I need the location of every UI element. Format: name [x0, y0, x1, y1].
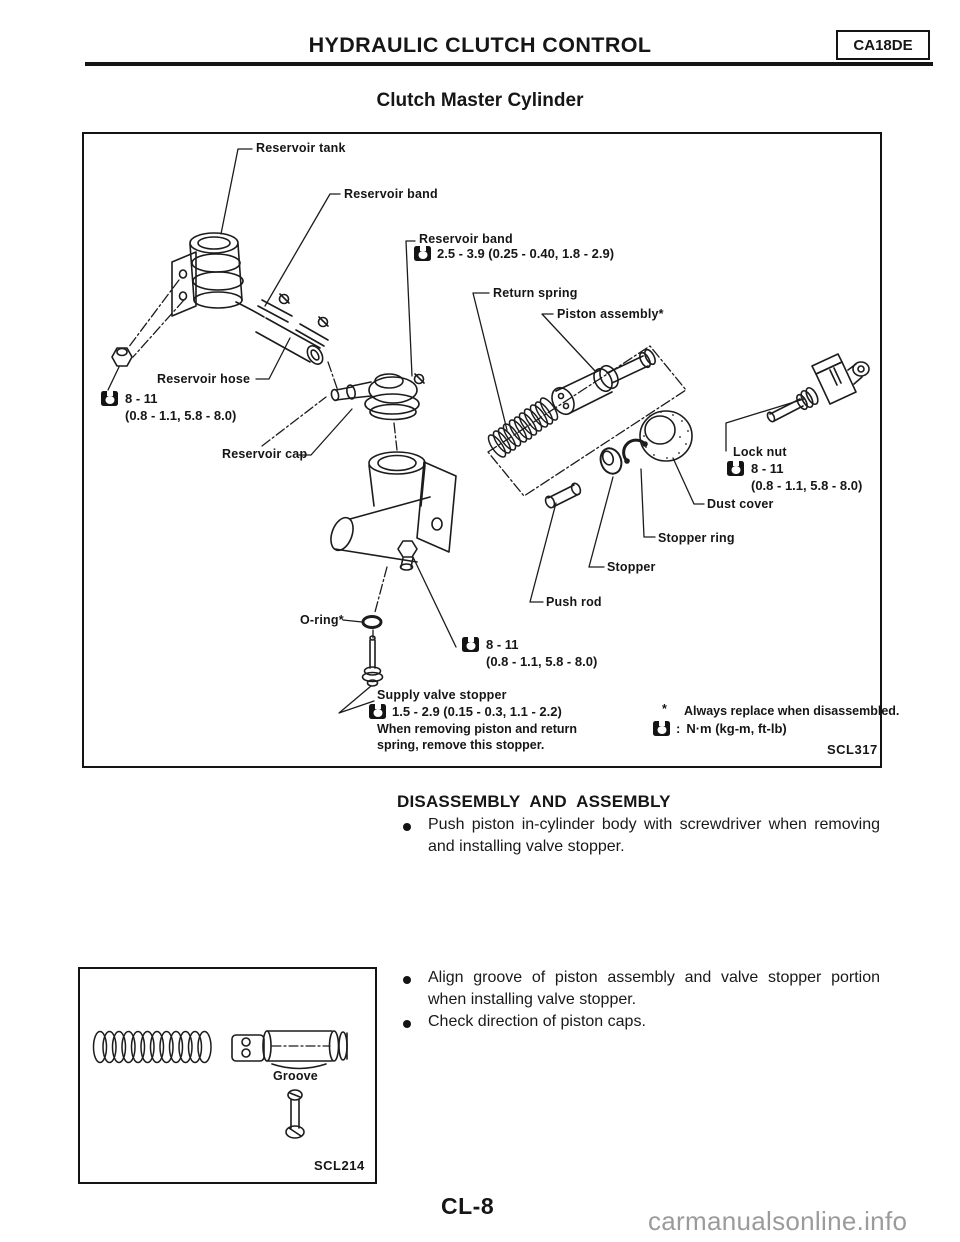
- page-title: HYDRAULIC CLUTCH CONTROL: [308, 33, 652, 57]
- stopper-ring-art: [624, 440, 647, 463]
- torque-outlet: [462, 637, 597, 669]
- cylinder-body-art: [327, 452, 456, 570]
- reservoir-tank-art: [172, 233, 264, 317]
- supply-valve-note: When removing piston and return spring, remove this stopper.: [377, 722, 578, 752]
- engine-code-badge: CA18DE: [836, 30, 930, 60]
- label-stopper: Stopper: [607, 560, 656, 574]
- dust-cover-art: [640, 411, 692, 461]
- torque-detail: (0.8 - 1.1, 5.8 - 8.0): [486, 654, 598, 669]
- torque-wrench-icon: [414, 246, 431, 261]
- bullet-icon: [403, 1020, 411, 1028]
- replace-footnote: Always replace when disassembled.: [684, 704, 900, 718]
- label-reservoir-hose: Reservoir hose: [157, 372, 251, 386]
- push-rod-clevis-art: [766, 354, 869, 423]
- asterisk-mark: *: [662, 702, 667, 716]
- torque-reservoir-band: [414, 246, 614, 261]
- label-push-rod: Push rod: [546, 595, 602, 609]
- torque-detail: (0.8 - 1.1, 5.8 - 8.0): [751, 478, 863, 493]
- torque-wrench-icon: [653, 721, 670, 736]
- torque-wrench-icon: [727, 461, 744, 476]
- torque-detail: (0.8 - 1.1, 5.8 - 8.0): [125, 408, 237, 423]
- detail-piston-art: [232, 1031, 347, 1069]
- torque-value: 8 - 11: [125, 391, 158, 406]
- disassembly-bullet: Push piston in-cylinder body with screwdriver when removing and installing valve stopper.: [428, 816, 880, 855]
- label-reservoir-band-lower: Reservoir band: [419, 232, 513, 246]
- label-supply-valve-stopper: Supply valve stopper: [377, 688, 507, 702]
- torque-value: 8 - 11: [486, 637, 519, 652]
- watermark: carmanualsonline.info: [648, 1206, 908, 1236]
- label-reservoir-band-upper: Reservoir band: [344, 187, 438, 201]
- label-groove: Groove: [273, 1069, 318, 1083]
- push-rod-tip-art: [544, 482, 582, 509]
- torque-legend: [653, 721, 787, 736]
- check-direction-note: Check direction of piston caps.: [428, 1013, 646, 1030]
- figure-code-scl317: SCL317: [827, 742, 878, 757]
- label-reservoir-tank: Reservoir tank: [256, 141, 346, 155]
- detail-spring-art: [94, 1032, 212, 1063]
- label-reservoir-cap: Reservoir cap: [222, 447, 308, 461]
- flare-nut-art: [112, 348, 132, 366]
- torque-value: 2.5 - 3.9 (0.25 - 0.40, 1.8 - 2.9): [437, 246, 615, 261]
- torque-value: 8 - 11: [751, 461, 784, 476]
- section-title: Clutch Master Cylinder: [376, 90, 584, 111]
- label-piston-assembly: Piston assembly*: [557, 307, 664, 321]
- figure-code-scl214: SCL214: [314, 1158, 365, 1173]
- label-lock-nut: Lock nut: [733, 445, 787, 459]
- bullet-icon: [403, 823, 411, 831]
- torque-wrench-icon: [101, 391, 118, 406]
- label-return-spring: Return spring: [493, 286, 578, 300]
- torque-wrench-icon: [369, 704, 386, 719]
- detail-valve-stopper-art: [286, 1090, 304, 1138]
- torque-lock-nut: [727, 461, 862, 493]
- torque-hose-nut: [101, 391, 236, 423]
- return-spring-art: [485, 395, 560, 459]
- disassembly-heading: DISASSEMBLY AND ASSEMBLY: [397, 792, 671, 811]
- label-stopper-ring: Stopper ring: [658, 531, 735, 545]
- supply-valve-art: [363, 636, 383, 686]
- piston-group-outline: [488, 346, 686, 496]
- torque-supply-valve: [369, 704, 562, 719]
- reservoir-hose-art: [256, 294, 328, 367]
- label-o-ring: O-ring*: [300, 613, 344, 627]
- piston-assembly-art: [548, 348, 658, 418]
- legend-separator: :: [676, 721, 681, 736]
- page-number: CL-8: [441, 1193, 495, 1219]
- label-dust-cover: Dust cover: [707, 497, 774, 511]
- torque-value: 1.5 - 2.9 (0.15 - 0.3, 1.1 - 2.2): [392, 704, 562, 719]
- torque-wrench-icon: [462, 637, 479, 652]
- bullet-icon: [403, 976, 411, 984]
- align-groove-note: Align groove of piston assembly and valve stopper portion when installing valve stopper.: [428, 969, 880, 1008]
- o-ring-art: [363, 617, 381, 628]
- stopper-art: [597, 445, 625, 476]
- reservoir-cap-art: [330, 374, 424, 420]
- legend-units: N·m (kg-m, ft-lb): [686, 721, 787, 736]
